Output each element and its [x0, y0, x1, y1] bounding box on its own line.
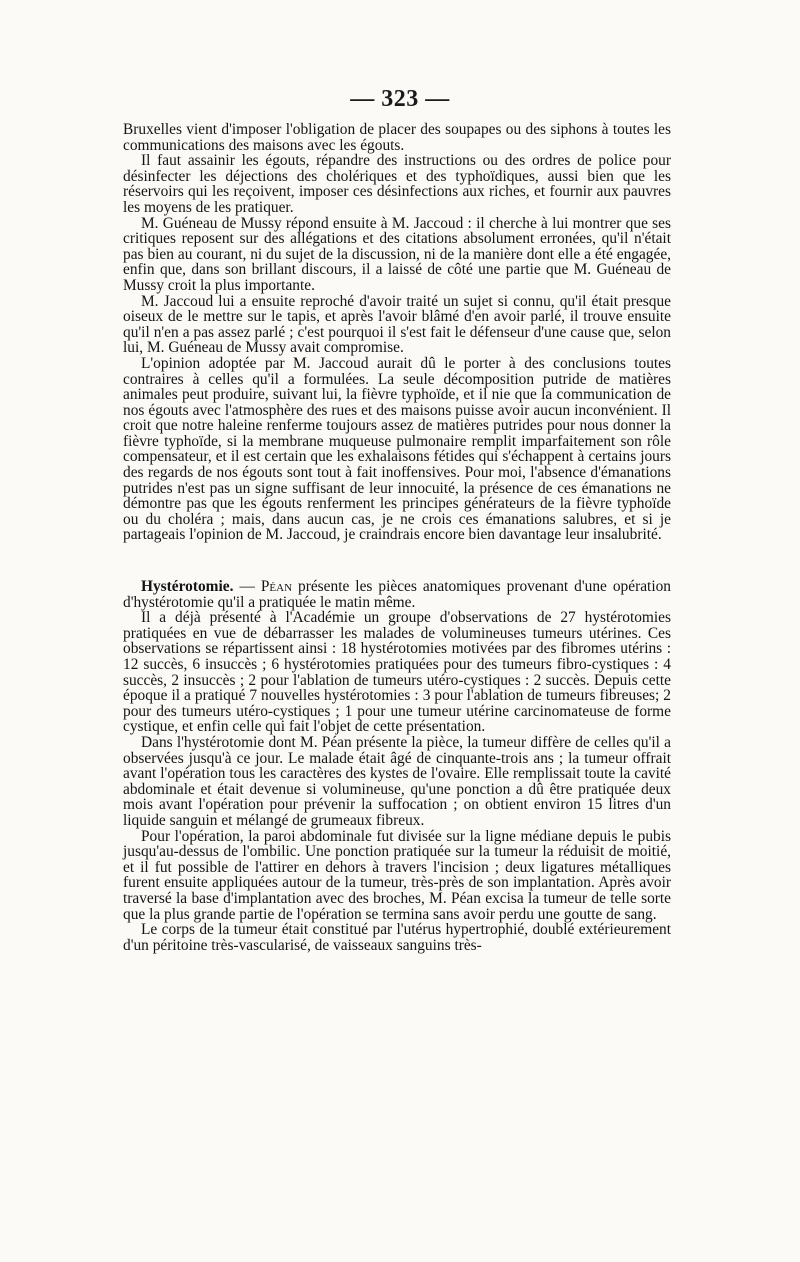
section-title: Hystérotomie.: [141, 578, 234, 596]
section-spacer: [123, 543, 671, 579]
paragraph: Le corps de la tumeur était constitué par l'utérus hypertrophié, doublé extérieurement d'un péritoine très-vascularisé, de vaisseaux sanguins très-: [123, 921, 671, 954]
paragraph: Pour l'opération, la paroi abdominale fut divisée sur la ligne médiane depuis le pubis jusqu'au-dessus de l'ombilic. Une ponction pratiquée sur la tumeur la réduisit de moitié, et il fut possible de l'attirer en dehors à travers l'incision ; deux ligatures métalliques furent ensuite appliquées autour de la tumeur, très-près de son implantation. Après avoir traversé la base d'implantation avec des broches, M. Péan excisa la tumeur de telle sorte que la plus grande partie de l'opération se termina sans avoir perdu une goutte de sang.: [123, 827, 671, 923]
section-heading-paragraph: [123, 579, 671, 610]
paragraph: Il faut assainir les égouts, répandre des instructions ou des ordres de police pour désinfecter les déjections des cholériques et des typhoïdiques, aussi bien que les réservoirs qui les reçoivent, imposer ces désinfections aux riches, et fournir aux pauvres les moyens de les pratiquer.: [123, 152, 671, 216]
paragraph: Il a déjà présenté à l'Académie un groupe d'observations de 27 hystérotomies pratiquées en vue de débarrasser les malades de volumineuses tumeurs utérines. Ces observations se répartissent ainsi : 18 hystérotomies motivées par des fibromes utérins : 12 succès, 6 insuccès ; 6 hystérotomies pratiquées pour des tumeurs fibro-cystiques : 4 succès, 2 insuccès ; 2 pour l'ablation de tumeurs utéro-cystiques : 2 succès. Depuis cette époque il a pratiqué 7 nouvelles hystérotomies : 3 pour l'ablation de tumeurs fibreuses; 2 pour des tumeurs utéro-cystiques ; 1 pour une tumeur utérine carcinomateuse de forme cystique, et enfin celle qui fait l'objet de cette présentation.: [123, 609, 671, 736]
page-body: [123, 122, 671, 953]
paragraph: L'opinion adoptée par M. Jaccoud aurait dû le porter à des conclusions toutes contraires à celles qu'il a formulées. La seule décomposition putride de matières animales peut produire, suivant lui, la fièvre typhoïde, et il nie que la communication de nos égouts avec l'atmosphère des rues et des maisons puisse avoir aucun inconvénient. Il croit que notre haleine renferme toujours assez de matières putrides pour nous donner la fièvre typhoïde, si la membrane muqueuse pulmonaire remplit imparfaitement son rôle compensateur, et il est certain que les exhalaisons fétides qui s'échappent à certains jours des regards de nos égouts sont tout à fait inoffensives. Pour moi, l'absence d'émanations putrides n'est pas un signe suffisant de leur innocuité, la présence de ces émanations ne démontre pas que les égouts renferment les principes générateurs de la fièvre typhoïde ou du choléra ; mais, dans aucun cas, je ne crois ces émanations salubres, et si je partageais l'opinion de M. Jaccoud, je craindrais encore bien davantage leur insalubrité.: [123, 354, 671, 544]
paragraph: M. Jaccoud lui a ensuite reproché d'avoir traité un sujet si connu, qu'il était presque oiseux de le mettre sur le tapis, et après l'avoir blâmé d'en avoir parlé, il trouve ensuite qu'il n'en a pas assez parlé ; c'est pourquoi il s'est fait le défenseur d'une cause que, selon lui, M. Guéneau de Mussy avait compromise.: [123, 292, 671, 357]
paragraph: Dans l'hystérotomie dont M. Péan présente la pièce, la tumeur diffère de celles qu'il a observées jusqu'à ce jour. Le malade était âgé de cinquante-trois ans ; la tumeur offrait avant l'opération tous les caractères des kystes de l'ovaire. Elle remplissait toute la cavité abdominale et était devenue si volumineuse, qu'une ponction a dû être pratiquée deux mois avant l'opération pour prévenir la suffocation ; on obtient environ 15 litres d'un liquide sanguin et mélangé de grumeaux fibreux.: [123, 733, 671, 829]
paragraph: M. Guéneau de Mussy répond ensuite à M. Jaccoud : il cherche à lui montrer que ses critiques reposent sur des allégations et des citations absolument erronées, qu'il n'était pas bien au courant, ni du sujet de la discussion, ni de la manière dont elle a été engagée, enfin que, dans son brillant discours, il a laissé de côté une partie que M. Guéneau de Mussy croit la plus importante.: [123, 214, 671, 294]
paragraph-text: présente les pièces anatomiques provenant d'une opération d'hystérotomie qu'il a pratiquée le matin même.: [123, 578, 671, 611]
section-dash: —: [233, 578, 261, 596]
page-number: — 323 —: [350, 86, 450, 112]
author-name: Péan: [260, 578, 293, 596]
paragraph: Bruxelles vient d'imposer l'obligation de placer des soupapes ou des siphons à toutes les communications des maisons avec les égouts.: [123, 121, 671, 154]
